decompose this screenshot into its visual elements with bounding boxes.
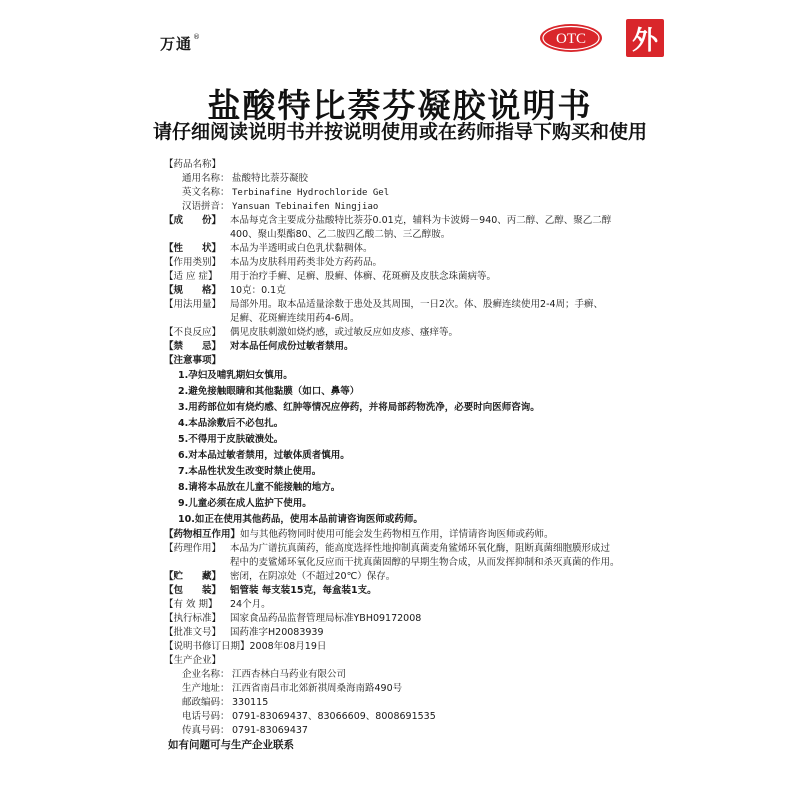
precautions-section: 【注意事项】: [164, 355, 222, 366]
registered-mark: ®: [193, 33, 202, 41]
precaution-item: 2.避免接触眼睛和其他黏膜（如口、鼻等）: [178, 386, 360, 397]
validity-row: 【有 效 期】 24个月。: [164, 599, 271, 610]
pharmacology-row-cont: 程中的麦鲨烯环氧化反应而干扰真菌固醇的早期生物合成，从而发挥抑制和杀灭真菌的作用。: [230, 557, 620, 568]
otc-label: OTC: [556, 31, 586, 47]
otc-badge: [538, 22, 604, 54]
approval-row: 【批准文号】 国药准字H20083939: [164, 627, 324, 638]
company-address-row: 生产地址： 江西省南昌市北郊新祺周桑海南路490号: [182, 683, 403, 694]
brand-name: 万通: [160, 35, 193, 53]
phone-row: 电话号码： 0791-83069437、83066609、8008691535: [182, 711, 436, 722]
precaution-item: 5.不得用于皮肤破溃处。: [178, 434, 284, 445]
revision-row: 【说明书修订日期】 2008年08月19日: [164, 641, 327, 652]
precaution-item: 6.对本品过敏者禁用，过敏体质者慎用。: [178, 450, 350, 461]
precaution-item: 1.孕妇及哺乳期妇女慎用。: [178, 370, 293, 381]
precaution-item: 9.儿童必须在成人监护下使用。: [178, 498, 312, 509]
precaution-item: 4.本品涂敷后不必包扎。: [178, 418, 284, 429]
package-row: 【包 装】 铝管装 每支装15克，每盒装1支。: [164, 585, 377, 596]
external-use-badge: 外: [626, 19, 664, 57]
page-title: 盐酸特比萘芬凝胶说明书: [207, 86, 593, 125]
precaution-item: 8.请将本品放在儿童不能接触的地方。: [178, 482, 341, 493]
page-subtitle: 请仔细阅读说明书并按说明使用或在药师指导下购买和使用: [152, 121, 647, 143]
company-name-row: 企业名称： 江西杏林白马药业有限公司: [182, 669, 347, 680]
fax-row: 传真号码： 0791-83069437: [182, 725, 308, 736]
english-name-row: 英文名称： Terbinafine Hydrochloride Gel: [182, 187, 390, 198]
adverse-row: 【不良反应】 偶见皮肤刺激如烧灼感，或过敏反应如皮疹、瘙痒等。: [164, 327, 459, 338]
dosage-row-cont: 足癣、花斑癣连续用药4-6周。: [230, 313, 360, 324]
precaution-item: 7.本品性状发生改变时禁止使用。: [178, 466, 322, 477]
interaction-row: 【药物相互作用】 如与其他药物同时使用可能会发生药物相互作用，详情请咨询医师或药师。: [164, 529, 554, 540]
precaution-item: 3.用药部位如有烧灼感、红肿等情况应停药，并将局部药物洗净，必要时向医师咨询。: [178, 402, 540, 413]
standard-row: 【执行标准】 国家食品药品监督管理局标准YBH09172008: [164, 613, 422, 624]
contact-note: 如有问题可与生产企业联系: [168, 739, 294, 751]
storage-row: 【贮 藏】 密闭，在阴凉处（不超过20℃）保存。: [164, 571, 396, 582]
spec-row: 【规 格】 10克：0.1克: [164, 285, 286, 296]
contraindication-row: 【禁 忌】 对本品任何成份过敏者禁用。: [164, 341, 354, 352]
manufacturer-section: 【生产企业】: [164, 655, 222, 666]
generic-name-row: 通用名称： 盐酸特比萘芬凝胶: [182, 173, 309, 184]
pharmacology-row: 【药理作用】 本品为广谱抗真菌药，能高度选择性地抑制真菌麦角鲨烯环氧化酶，阻断真菌细胞膜形成过: [164, 543, 611, 554]
category-row: 【作用类别】 本品为皮肤科用药类非处方药药品。: [164, 257, 383, 268]
ingredients-row: 【成 份】 本品每克含主要成分盐酸特比萘芬0.01克，辅料为卡波姆－940、丙二醇、乙醇、聚乙二醇: [164, 215, 612, 226]
character-row: 【性 状】 本品为半透明或白色乳状黏稠体。: [164, 243, 373, 254]
precaution-item: 10.如正在使用其他药品，使用本品前请咨询医师或药师。: [178, 514, 423, 525]
indication-row: 【适 应 症】 用于治疗手癣、足癣、股癣、体癣、花斑癣及皮肤念珠菌病等。: [164, 271, 497, 282]
postcode-row: 邮政编码： 330115: [182, 697, 269, 708]
pinyin-name-row: 汉语拼音： Yansuan Tebinaifen Ningjiao: [182, 201, 379, 212]
drug-name-section: 【药品名称】: [164, 159, 222, 170]
ingredients-row-cont: 400、聚山梨酯80、乙二胺四乙酸二钠、三乙醇胺。: [230, 229, 451, 240]
brand-logo: [160, 33, 201, 54]
dosage-row: 【用法用量】 局部外用。取本品适量涂数于患处及其周围，一日2次。体、股癣连续使用2-4周；手癣、: [164, 299, 604, 310]
leaflet-body: [164, 158, 664, 738]
